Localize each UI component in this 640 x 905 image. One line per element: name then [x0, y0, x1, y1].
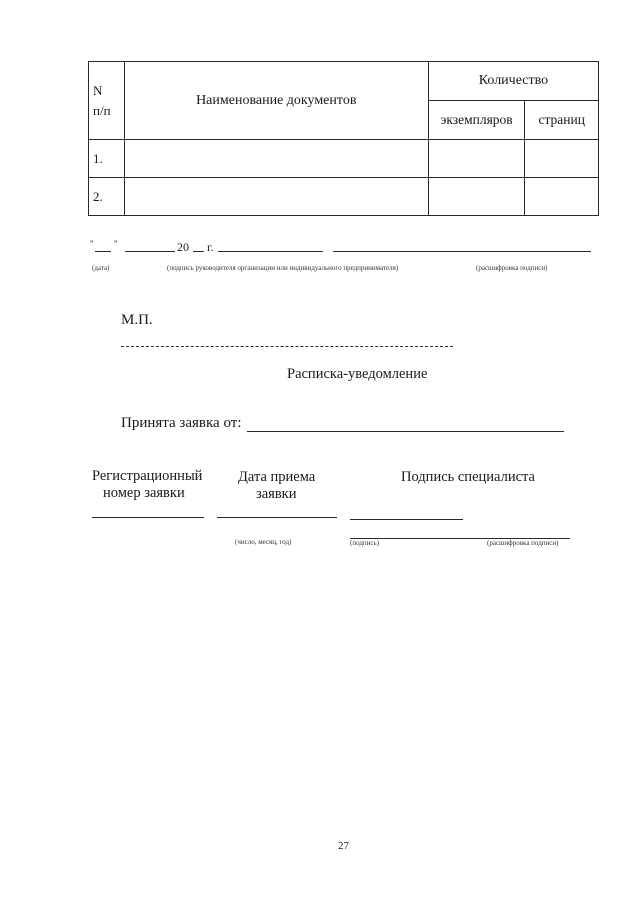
row-copies-cell[interactable]: [428, 140, 525, 178]
day-field[interactable]: [95, 251, 111, 252]
specialist-signature-label: Подпись специалиста: [401, 469, 535, 485]
specialist-signature-field[interactable]: [350, 519, 463, 520]
head-signature-field[interactable]: [218, 251, 323, 252]
caption-signature: (подпись): [350, 539, 380, 547]
caption-signature-decode: (расшифровка подписи): [476, 264, 548, 272]
receive-date-label-line1: Дата приема: [238, 469, 316, 485]
row-number: 2.: [89, 178, 125, 216]
date-open-quote: ": [90, 239, 94, 249]
reg-number-label-line1: Регистрационный: [92, 468, 203, 484]
header-pages: страниц: [525, 101, 599, 140]
header-number-line2: п/п: [93, 102, 111, 118]
reg-number-label-line2: номер заявки: [103, 485, 185, 501]
table-row: [89, 178, 599, 216]
page-number: 27: [338, 840, 349, 852]
caption-day-month-year: (число, месяц, год): [235, 538, 292, 546]
row-name-cell[interactable]: [124, 140, 428, 178]
cut-line: [121, 346, 453, 347]
row-pages-cell[interactable]: [525, 140, 599, 178]
receive-date-field[interactable]: [217, 517, 337, 518]
table-row: [89, 140, 599, 178]
header-document-name: Наименование документов: [124, 62, 428, 140]
year-prefix: 20: [177, 240, 189, 254]
receive-date-label-line2: заявки: [256, 486, 297, 502]
documents-table: [88, 61, 599, 216]
signature-decode-field[interactable]: [333, 251, 591, 252]
caption-head-signature: (подпись руководителя организации или индивидуального предпринимателя): [167, 264, 399, 272]
year-field[interactable]: [193, 251, 204, 252]
row-copies-cell[interactable]: [428, 178, 525, 216]
header-number-line1: N: [93, 82, 103, 98]
receipt-title: Расписка-уведомление: [287, 366, 428, 382]
month-field[interactable]: [125, 251, 175, 252]
year-suffix: г.: [207, 240, 214, 254]
header-copies: экземпляров: [428, 101, 525, 140]
caption-decode: (расшифровка подписи): [487, 539, 559, 547]
header-quantity: Количество: [428, 62, 598, 101]
row-number: 1.: [89, 140, 125, 178]
header-number: [89, 62, 125, 140]
row-pages-cell[interactable]: [525, 178, 599, 216]
reg-number-field[interactable]: [92, 517, 204, 518]
accepted-from-label: Принята заявка от:: [121, 415, 242, 431]
date-close-quote: ": [114, 239, 118, 249]
stamp-label: М.П.: [121, 312, 153, 328]
row-name-cell[interactable]: [124, 178, 428, 216]
applicant-field[interactable]: [247, 431, 564, 432]
caption-date: (дата): [92, 264, 110, 272]
